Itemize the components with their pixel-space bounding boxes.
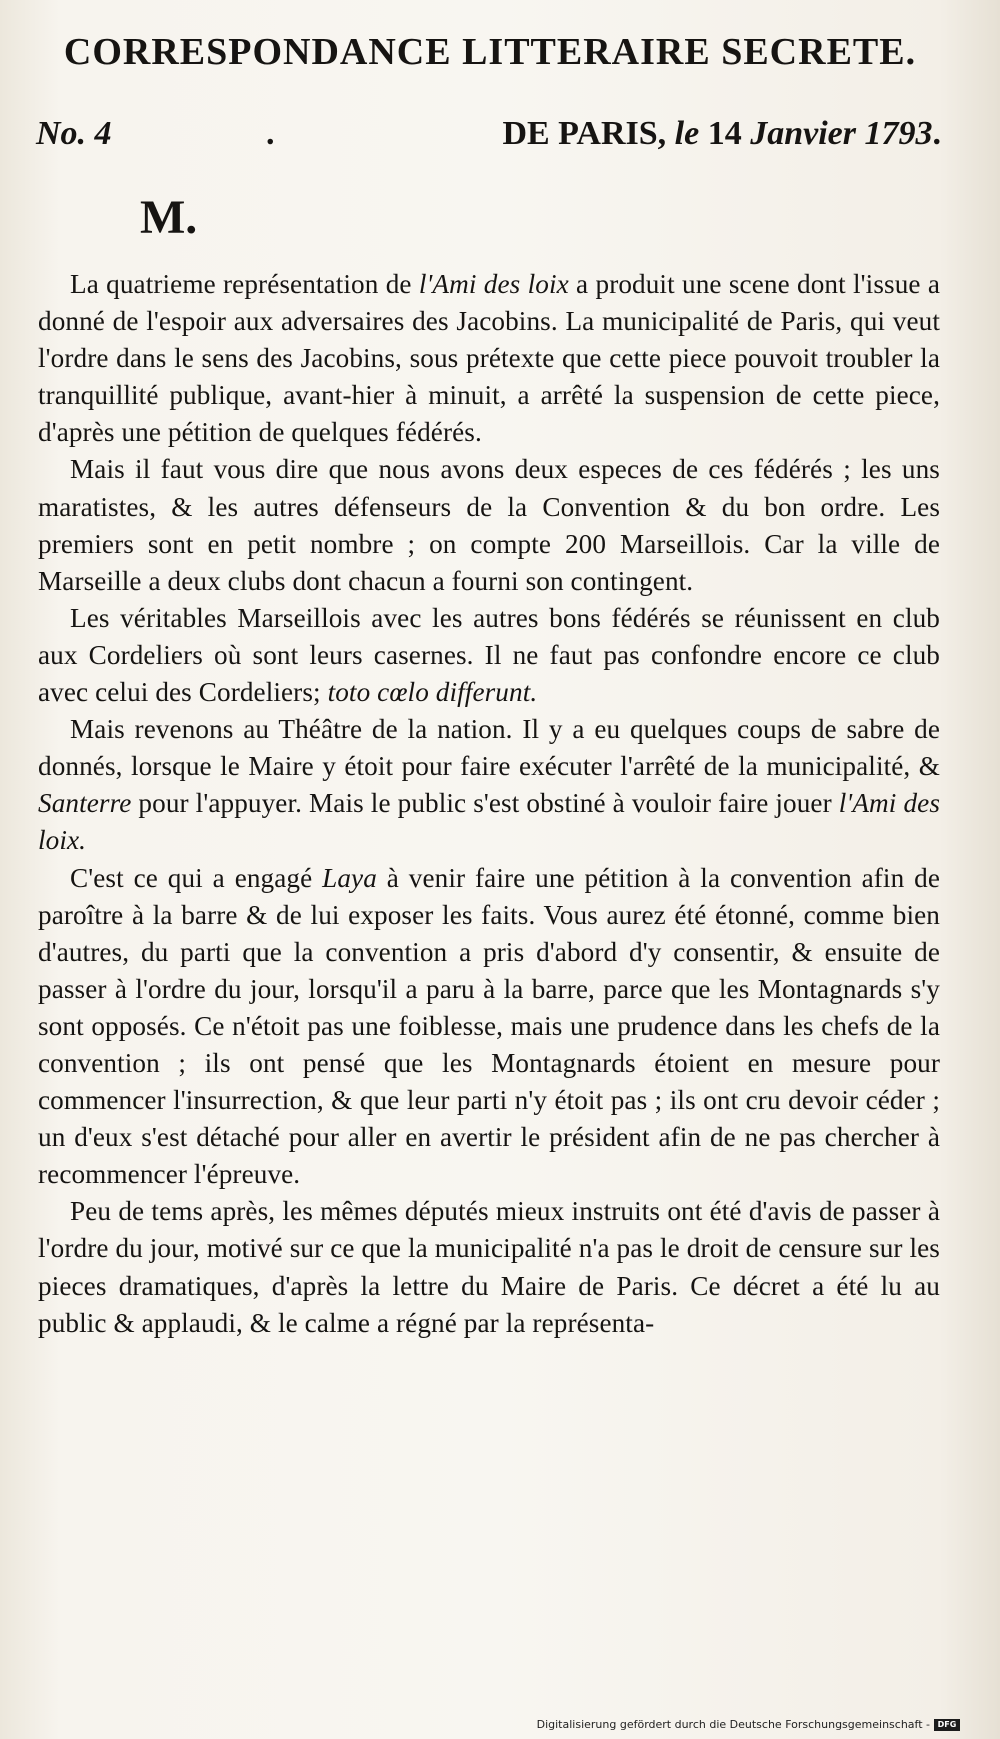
play-title: l'Ami des loix [418,269,569,299]
dateline-period: . [932,115,941,152]
paragraph-5 [38,860,940,1194]
issue-separator: . [266,115,275,152]
play-title: l'Ami des loix. [38,788,940,856]
text-run: C'est ce qui a engagé [70,862,323,893]
person-name: Santerre [38,788,132,819]
person-name: Laya [322,862,377,893]
dateline-article: le [674,115,700,152]
issue-number: No. 4 [36,115,112,152]
digitization-credit [537,1718,960,1731]
paragraph-6: Peu de tems après, les mêmes députés mieux instruits ont été d'avis de passer à l'ordre du jour, motivé sur ce que la municipalité n'a pas le droit de censure sur les pieces dramatiques, d'après la lettre du Maire de Paris. Ce décret a été lu au public & applaudi, & le calme a régné par la représenta- [38,1196,940,1338]
text-run: a produit une scene dont l'issue a donné de l'espoir aux adversaires des Jacobins. La municipalité de Paris, qui veut l'ordre dans le sens des Jacobins, sous prétexte que cette piece pouvoit troubler la tranquillité publique, avant-hier à minuit, a arrêté la suspension de cette piece, d'après une pétition de quelques fédérés. [38,269,940,448]
dateline-place: DE PARIS, [502,115,675,152]
text-run: Les véritables Marseillois avec les autres bons fédérés se réunissent en club aux Cordeliers où sont leurs casernes. Il ne faut pas confondre encore ce club avec celui des Cordeliers; [38,602,940,708]
text-run: Mais revenons au Théâtre de la nation. Il y a eu quelques coups de sabre de donnés, lorsque le Maire y étoit pour faire exécuter l'arrêté de la municipalité, & [38,714,940,782]
dateline-day: 14 [699,115,751,152]
paragraph-4 [38,711,940,859]
dfg-logo-icon: DFG [934,1719,960,1731]
publication-title: CORRESPONDANCE LITTERAIRE SECRETE. [63,31,917,73]
latin-phrase: toto cœlo differunt. [327,677,538,708]
paragraph-2: Mais il faut vous dire que nous avons deux especes de ces fédérés ; les uns maratistes, & les autres défenseurs de la Convention & du bon ordre. Les premiers sont en petit nombre ; on compte 200 Marseillois. Car la ville de Marseille a deux clubs dont chacun a fourni son contingent. [38,454,940,596]
paragraph-1 [38,266,940,451]
paragraph-3 [38,600,940,711]
letter-body [38,266,940,1342]
salutation: M. [140,191,198,244]
dateline [502,115,941,153]
credit-text: Digitalisierung gefördert durch die Deutsche Forschungsgemeinschaft - [536,1718,930,1731]
text-run: La quatrieme représentation de [70,269,419,299]
text-run: à venir faire une pétition à la convention afin de paroître à la barre & de lui exposer les faits. Vous aurez été étonné, comme bien d'autres, du parti que la convention a pris d'abord d'y consentir, & ensuite de passer à l'ordre du jour, lorsqu'il a paru à la barre, parce que les Montagnards s'y sont opposés. Ce n'étoit pas une foiblesse, mais une prudence dans les chefs de la convention ; ils ont pensé que les Montagnards étoient en mesure pour commencer l'insurrection, & que leur parti n'y étoit pas ; ils ont cru devoir céder ; un d'eux s'est détaché pour aller en avertir le président afin de ne pas chercher à recommencer l'épreuve. [38,862,940,1190]
dateline-month-year: Janvier 1793 [750,115,933,152]
issue-line [36,115,941,159]
text-run: pour l'appuyer. Mais le public s'est obstiné à vouloir faire jouer [131,788,839,819]
